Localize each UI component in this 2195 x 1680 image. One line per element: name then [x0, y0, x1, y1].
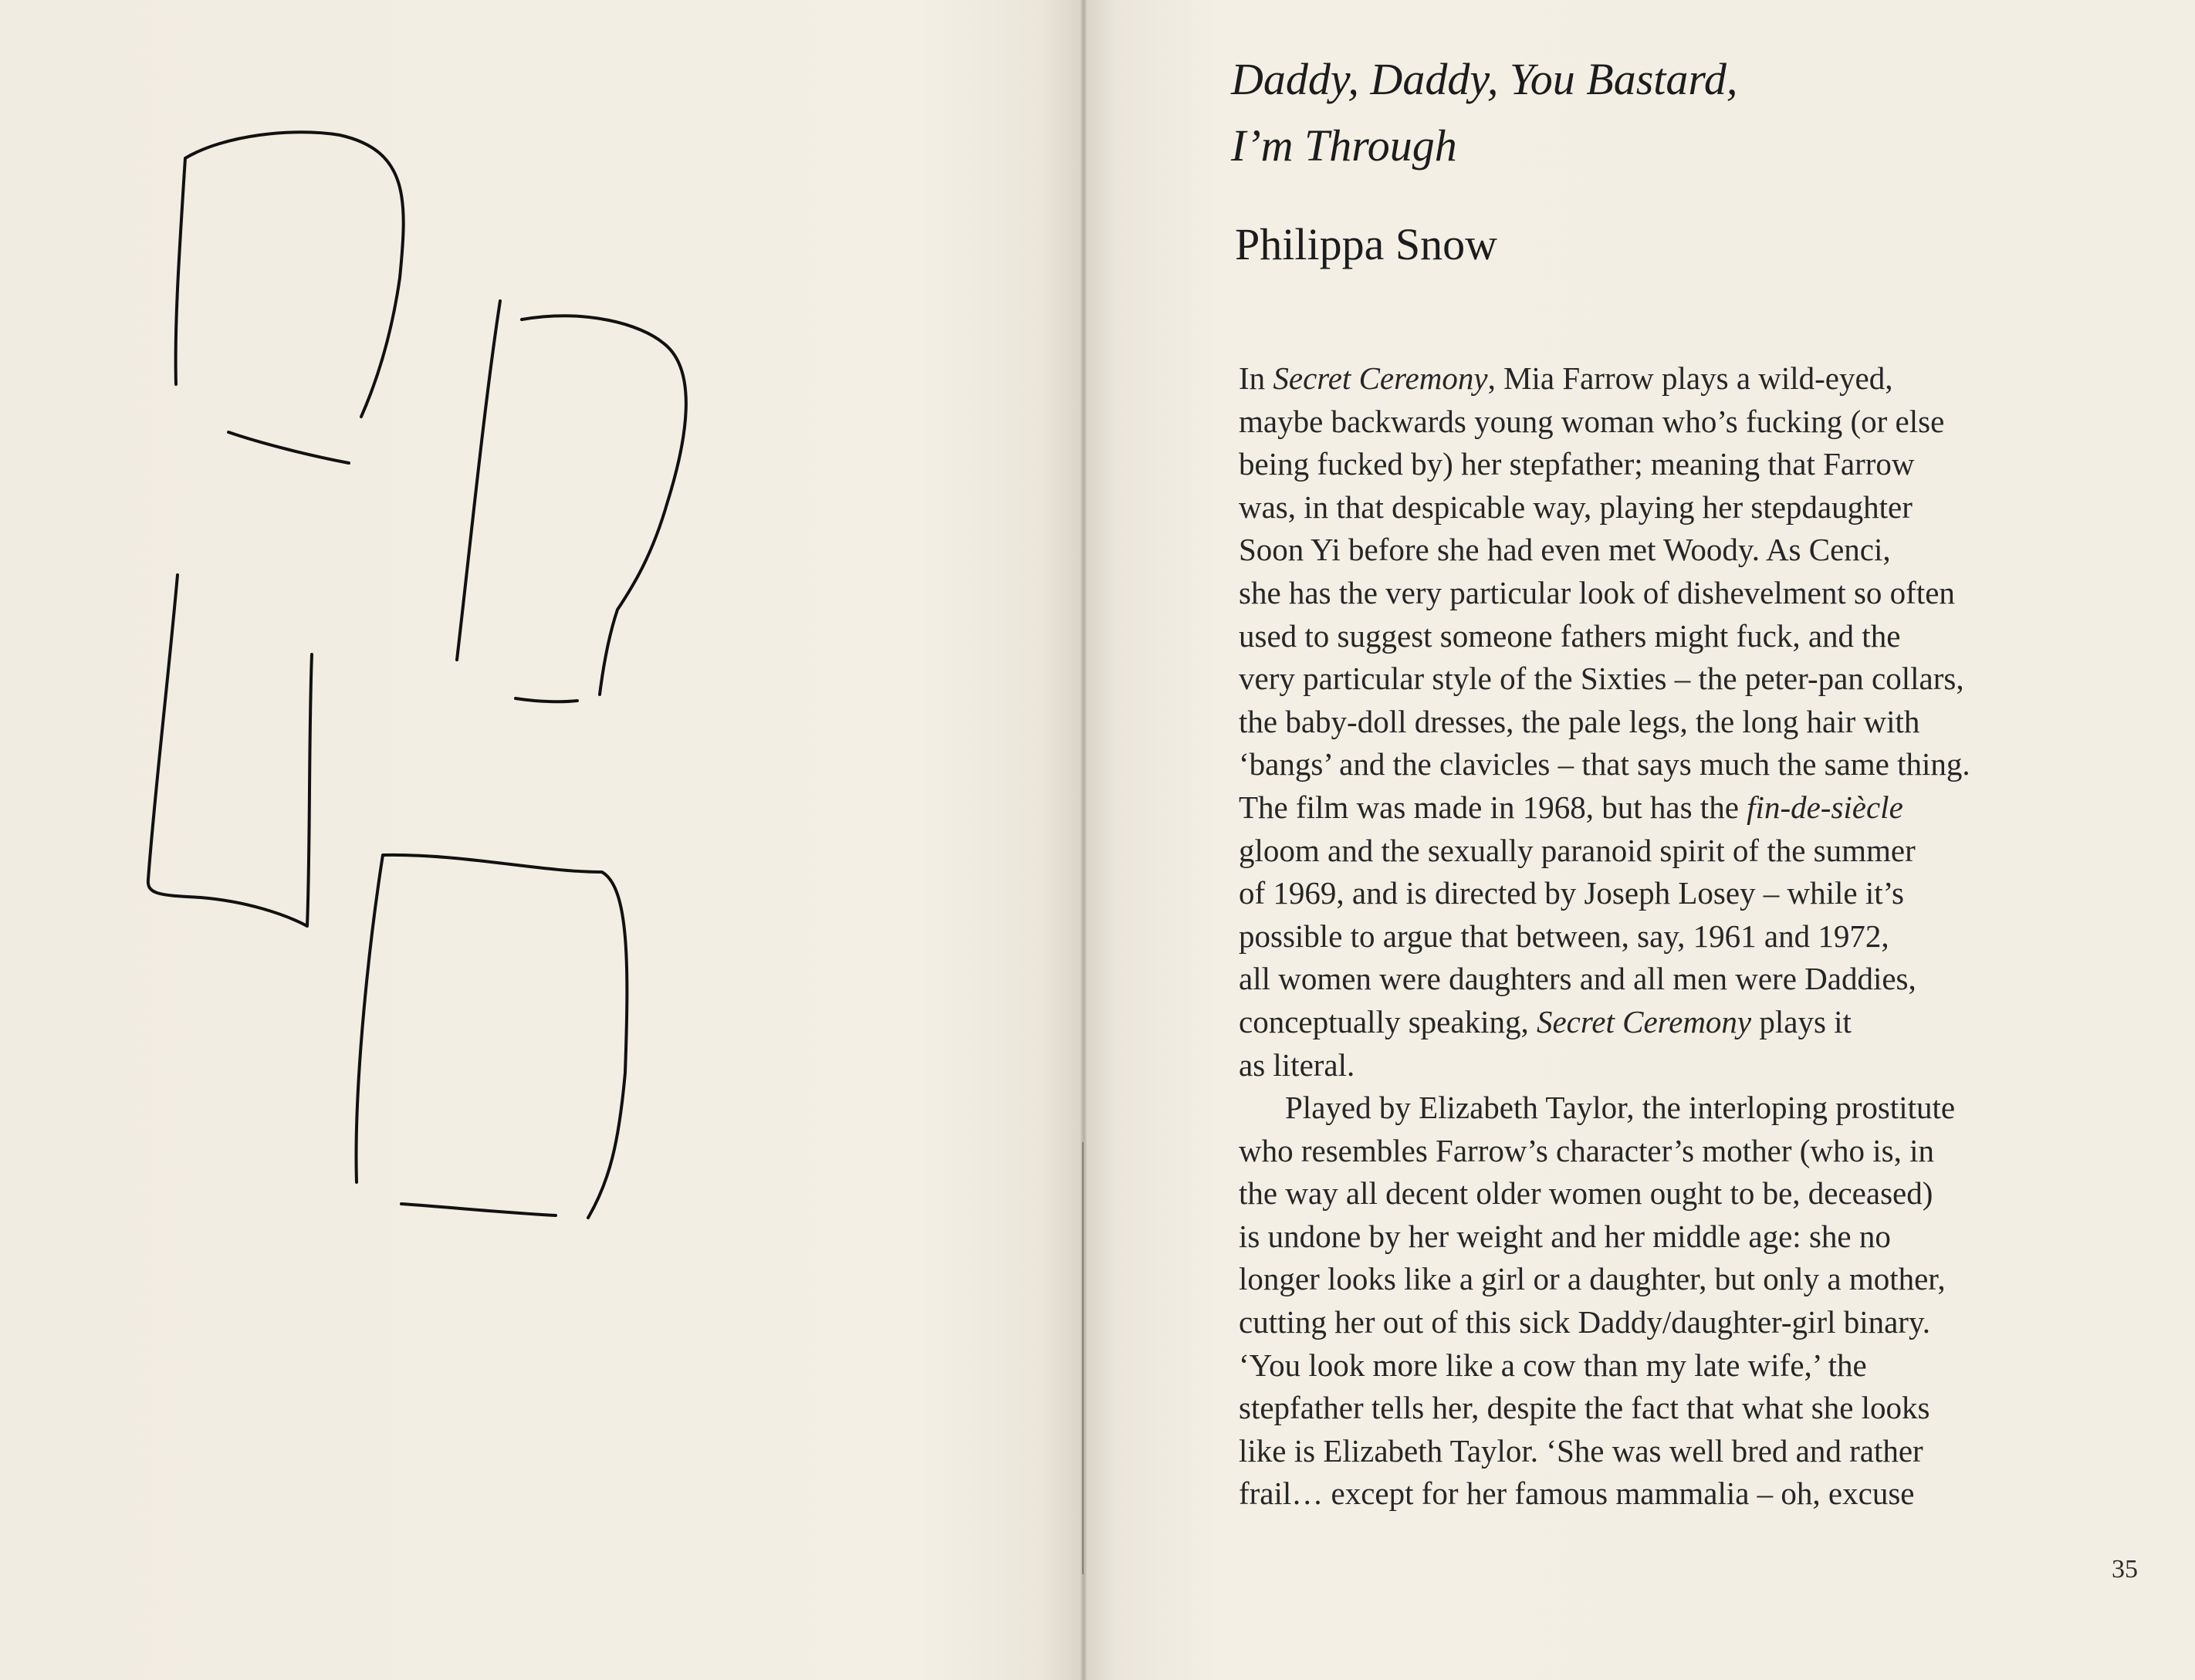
text-segment: stepfather tells her, despite the fact that what she looks [1239, 1390, 1930, 1426]
text-line [1239, 401, 2126, 444]
text-line [1239, 830, 2126, 873]
left-page [0, 0, 1084, 1680]
text-segment: as literal. [1239, 1046, 1355, 1083]
drawing-shape-top-stroke [176, 132, 404, 417]
text-line [1239, 915, 2126, 958]
text-line [1239, 1258, 2126, 1301]
text-segment: plays it [1751, 1003, 1852, 1039]
text-segment: conceptually speaking, [1239, 1003, 1537, 1039]
italic-text: Secret Ceremony [1536, 1003, 1752, 1039]
text-line [1239, 1472, 2126, 1516]
text-segment: , Mia Farrow plays a wild-eyed, [1487, 360, 1893, 396]
drawing-shape-bottom-base-stroke [401, 1204, 556, 1215]
italic-text: fin-de-siècle [1747, 789, 1903, 825]
text-line [1239, 1215, 2126, 1259]
essay-title-line-1: Daddy, Daddy, You Bastard, [1231, 54, 1738, 104]
text-segment: was, in that despicable way, playing her stepdaughter [1239, 488, 1913, 525]
text-segment: frail… except for her famous mammalia – oh, excuse [1239, 1475, 1915, 1512]
text-segment: cutting her out of this sick Daddy/daughter-girl binary. [1239, 1304, 1931, 1340]
text-line [1239, 572, 2126, 615]
text-line [1239, 743, 2126, 786]
text-line [1239, 529, 2126, 572]
text-segment: the way all decent older women ought to be, deceased) [1239, 1175, 1933, 1212]
text-segment: being fucked by) her stepfather; meaning that Farrow [1239, 446, 1915, 482]
text-segment: possible to argue that between, say, 1961 and 1972, [1239, 918, 1889, 954]
text-line [1239, 1130, 2126, 1173]
text-line [1239, 443, 2126, 486]
spine-crease [1082, 1142, 1084, 1574]
italic-text: Secret Ceremony [1273, 360, 1488, 396]
drawing-shape-left-stroke [148, 575, 312, 926]
text-line [1239, 1172, 2126, 1215]
drawing-shape-middle-stroke [457, 301, 500, 660]
text-segment: of 1969, and is directed by Joseph Losey – while it’s [1239, 875, 1905, 911]
text-segment: used to suggest someone fathers might fuck, and the [1239, 617, 1901, 654]
essay-title-line-2: I’m Through [1231, 120, 1457, 171]
text-line [1239, 657, 2126, 701]
author-name: Philippa Snow [1235, 219, 1497, 269]
text-segment: the baby-doll dresses, the pale legs, the long hair with [1239, 703, 1920, 739]
text-line [1239, 615, 2126, 658]
drawing-shape-middle-base-stroke [516, 698, 577, 701]
text-segment: The film was made in 1968, but has the [1239, 789, 1747, 825]
text-line [1239, 1087, 2126, 1130]
text-line [1239, 1387, 2126, 1430]
essay-body [1239, 357, 2126, 1516]
drawing-shape-middle-arc-stroke [522, 316, 686, 695]
text-segment: Soon Yi before she had even met Woody. As Cenci, [1239, 532, 1891, 568]
text-line [1239, 1430, 2126, 1473]
text-segment: longer looks like a girl or a daughter, but only a mother, [1239, 1261, 1946, 1297]
text-segment: all women were daughters and all men were Daddies, [1239, 961, 1916, 997]
text-line [1239, 786, 2126, 830]
text-segment: Played by Elizabeth Taylor, the interloping prostitute [1285, 1090, 1956, 1126]
essay-title [1231, 46, 2080, 179]
page-number: 35 [2112, 1555, 2138, 1584]
text-segment: very particular style of the Sixties – the peter-pan collars, [1239, 661, 1964, 697]
text-line [1239, 872, 2126, 915]
text-segment: is undone by her weight and her middle age: she no [1239, 1218, 1891, 1254]
line-drawing-illustration [0, 0, 1084, 1680]
text-line [1239, 1344, 2126, 1388]
text-line [1239, 1001, 2126, 1044]
text-segment: she has the very particular look of dishevelment so often [1239, 574, 1955, 610]
text-line [1239, 958, 2126, 1001]
text-segment: ‘bangs’ and the clavicles – that says much the same thing. [1239, 746, 1970, 783]
drawing-shape-bottom-stroke [357, 855, 627, 1218]
drawing-shape-top-base-stroke [228, 432, 349, 463]
text-segment: gloom and the sexually paranoid spirit of the summer [1239, 832, 1916, 868]
text-line [1239, 357, 2126, 401]
text-segment: ‘You look more like a cow than my late wife,’ the [1239, 1347, 1867, 1383]
text-line [1239, 701, 2126, 744]
text-segment: who resembles Farrow’s character’s mother (who is, in [1239, 1132, 1934, 1168]
text-line [1239, 486, 2126, 529]
text-segment: In [1239, 360, 1273, 396]
text-segment: maybe backwards young woman who’s fucking (or else [1239, 403, 1945, 439]
text-line [1239, 1044, 2126, 1087]
text-segment: like is Elizabeth Taylor. ‘She was well bred and rather [1239, 1432, 1923, 1469]
text-line [1239, 1301, 2126, 1344]
